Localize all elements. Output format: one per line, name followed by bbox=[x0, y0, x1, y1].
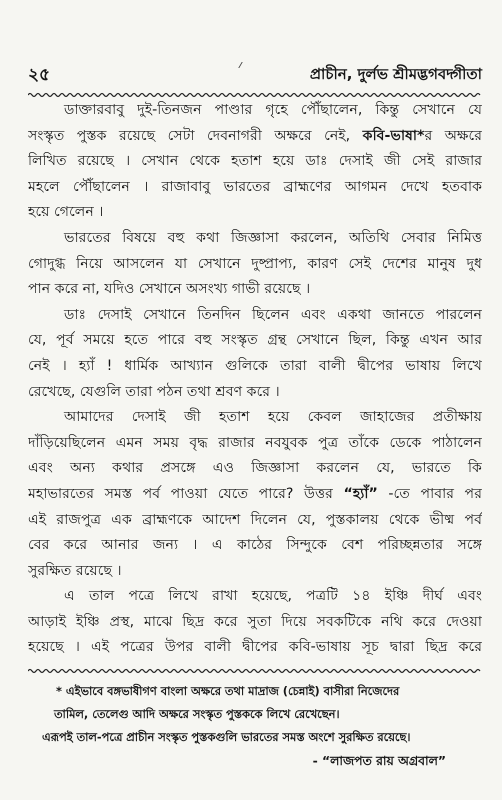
footnote-line: * এইভাবে বঙ্গভাষীগণ বাংলা অক্ষরে তথা মাদ্রাজ (চেন্নাই) বাসীরা নিজেদের bbox=[56, 684, 400, 698]
footnote-reference: কবি-ভাষা* bbox=[362, 127, 425, 144]
text-line: ভারতের বিষয়ে বহু কথা জিজ্ঞাসা করলেন, অতিথি সেবার নিমিত্ত bbox=[64, 229, 482, 246]
text-line: ডাক্তারবাবু দুই-তিনজন পাণ্ডার গৃহে পৌঁছালেন, কিন্তু সেখানে যে bbox=[64, 102, 482, 118]
page-header bbox=[28, 62, 482, 88]
text-line: এবং অন্য কথার প্রসঙ্গে এও জিজ্ঞাসা করলেন যে, ভারতে কি bbox=[28, 460, 482, 477]
text-line: মহলে পৌঁছালেন । রাজাবাবু ভারতের ব্রাহ্মণের আগমন দেখে হতবাক bbox=[28, 178, 482, 195]
page-number: ২৫ bbox=[28, 65, 51, 85]
text-line: বের করে আনার জন্য । এ কাঠের সিন্দুকে বেশ পরিচ্ছন্নতার সঙ্গে bbox=[28, 537, 482, 554]
text-line: পান করে না, যদিও সেখানে অসংখ্য গাভী রয়েছে । bbox=[28, 281, 311, 298]
text-line: রেখেছে, যেগুলি তারা পঠন তথা শ্রবণ করে । bbox=[28, 383, 280, 400]
text-line: লিখিত রয়েছে । সেখান থেকে হতাশ হয়ে ডাঃ দেসাই জী সেই রাজার bbox=[28, 153, 482, 170]
text-line: আমাদের দেসাই জী হতাশ হয়ে কেবল জাহাজের প্রতীক্ষায় bbox=[64, 409, 482, 426]
text-span: মহাভারতের সমস্ত পর্ব পাওয়া যেতে পারে? উত্তর bbox=[28, 485, 344, 502]
text-line bbox=[28, 482, 482, 508]
text-span: র অক্ষরে bbox=[424, 127, 482, 144]
body-text bbox=[28, 98, 482, 661]
text-line: আড়াই ইঞ্চি প্রস্থ, মাঝে ছিদ্র করে সুতা দিয়ে সবকটিকে নথি করে দেওয়া bbox=[28, 613, 482, 630]
text-line: এই রাজপুত্র এক ব্রাহ্মণকে আদেশ দিলেন যে, পুস্তকালয় থেকে ভীষ্ম পর্ব bbox=[28, 511, 482, 528]
footnote bbox=[28, 680, 482, 772]
text-line: নেই । হ্যাঁ ! ধার্মিক আখ্যান গুলিকে তারা বালী দ্বীপের ভাষায় লিখে bbox=[28, 357, 482, 374]
footnote-wavy-rule bbox=[28, 668, 482, 674]
text-span: সংস্কৃত পুস্তক রয়েছে সেটা দেবনাগরী অক্ষরে নেই, bbox=[28, 127, 363, 144]
footnote-attribution: - “লাজপত রায় অগ্রবাল” bbox=[312, 753, 446, 768]
text-line: হয়ে গেলেন । bbox=[28, 204, 104, 221]
running-title: প্রাচীন, দুর্লভ শ্রীমদ্ভগবদ্গীতা bbox=[309, 65, 482, 83]
text-line: দাঁড়িয়েছিলেন এমন সময় বৃদ্ধ রাজার নবযুবক পুত্র তাঁকে ডেকে পাঠালেন bbox=[28, 434, 482, 451]
text-line: হয়েছে । এই পত্রের উপর বালী দ্বীপের কবি-ভাষায় সূচ দ্বারা ছিদ্র করে bbox=[28, 639, 482, 656]
text-line: এ তাল পত্রে লিখে রাখা হয়েছে, পত্রটি ১৪ ইঞ্চি দীর্ঘ এবং bbox=[64, 588, 482, 605]
text-line bbox=[28, 124, 482, 150]
footnote-line: এরূপই তাল-পত্রে প্রাচীন সংস্কৃত পুস্তকগুলি ভারতের সমস্ত অংশে সুরক্ষিত রয়েছে। bbox=[42, 730, 411, 744]
text-line: ডাঃ দেসাই সেখানে তিনদিন ছিলেন এবং একথা জানতে পারলেন bbox=[64, 306, 482, 323]
footnote-line: তামিল, তেলেগু আদি অক্ষরে সংস্কৃত পুস্তককে লিখে রেখেছেন। bbox=[54, 707, 340, 721]
text-span: -তে পাবার পর bbox=[377, 485, 482, 502]
text-line: যে, পূর্ব সময়ে হতে পারে বহু সংস্কৃত গ্রন্থ সেখানে ছিল, কিন্তু এখন আর bbox=[28, 332, 482, 349]
text-line: গোদুগ্ধ নিয়ে আসলেন যা সেখানে দুষ্প্রাপ্য, কারণ সেই দেশের মানুষ দুধ bbox=[28, 255, 482, 272]
text-line: সুরক্ষিত রয়েছে । bbox=[28, 562, 122, 579]
quoted-answer: “হ্যাঁ” bbox=[343, 485, 378, 502]
